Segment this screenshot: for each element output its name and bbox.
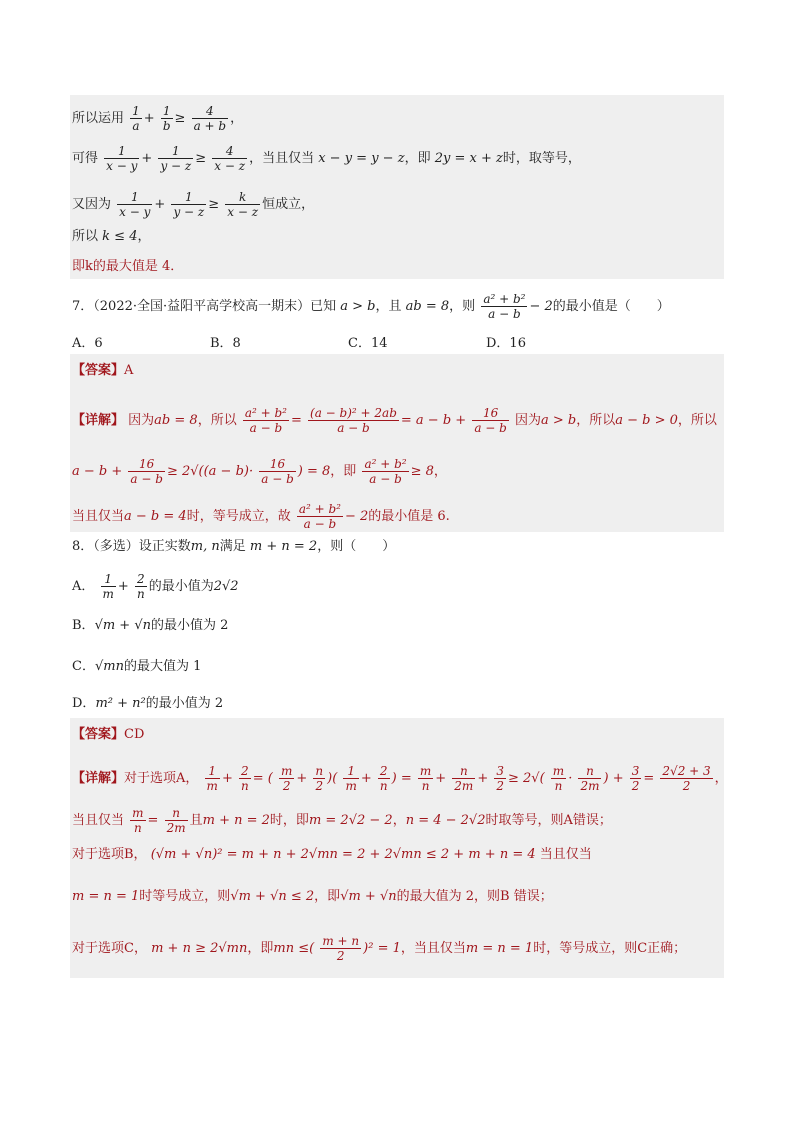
text: ，即 xyxy=(330,464,357,479)
math: m + n ≥ 2√mn xyxy=(151,941,248,956)
fraction: $\frac{3}{2}$ xyxy=(631,764,640,793)
math: m, n xyxy=(190,539,220,554)
text: 时，等号成立，故 xyxy=(186,509,291,524)
text: 的最小值是 6. xyxy=(368,509,450,524)
answer-value: CD xyxy=(124,727,145,742)
fraction: $\frac{4}{x - z}$ xyxy=(214,144,246,173)
text: 所以运用 xyxy=(72,111,125,126)
math: m = n = 1 xyxy=(72,889,140,904)
text: D． xyxy=(72,696,96,711)
text: 的最小值为 2 xyxy=(151,618,229,633)
math: a > b xyxy=(541,413,577,428)
b1-line-2: 可得 $\frac{1}{x - y}$ + $\frac{1}{y - z}$ ≥ $\frac{4}{x - z}$ ，当且仅当 x − y = y − z，即 2y = x + z时，取等号， xyxy=(72,144,581,173)
fraction: $\frac{4}{a + b}$ xyxy=(193,104,227,133)
text: C． xyxy=(72,659,95,674)
text: ，所以 xyxy=(197,413,237,428)
math: ab = 8 xyxy=(405,299,450,314)
math: √m + √n ≤ 2 xyxy=(230,889,315,904)
q7-option-a: A．6 xyxy=(72,336,103,351)
q7-option-b: B．8 xyxy=(210,336,241,351)
fraction: $\frac{\text{(a − b)² + 2ab}}{a - b}$ xyxy=(310,406,397,435)
fraction: $\frac{m + n}{2}$ xyxy=(322,934,360,963)
q8-option-a: A． $\frac{1}{m}$ + $\frac{2}{n}$ 的最小值为2√2 xyxy=(72,572,239,601)
q8-answer xyxy=(72,726,144,744)
text: 且 xyxy=(189,813,203,828)
text: 时，取等号， xyxy=(502,151,581,166)
math: k ≤ 4 xyxy=(102,229,138,244)
fraction: $\frac{n}{2m}$ xyxy=(580,764,600,793)
fraction: $\frac{\text{a² + b²}}{a - b}$ xyxy=(298,502,341,531)
math: m = 2√2 − 2 xyxy=(308,813,393,828)
text: 因为 xyxy=(128,413,155,428)
text: 满足 xyxy=(219,539,246,554)
math: a − b > 0 xyxy=(615,413,678,428)
text: 的最小值为 2 xyxy=(145,696,224,711)
fraction: $\frac{16}{a - b}$ xyxy=(130,457,163,486)
fraction: $\frac{2}{n}$ xyxy=(136,572,145,601)
text: ，且 xyxy=(375,299,402,314)
fraction: $\frac{1}{y - z}$ xyxy=(160,144,192,173)
text: 当且仅当 xyxy=(539,847,592,862)
text: ， xyxy=(433,464,447,479)
text: ，即 xyxy=(247,941,274,956)
fraction: $\frac{1}{a}$ xyxy=(132,104,140,133)
text: 时，等号成立，则C正确； xyxy=(533,941,687,956)
text: ，则（ ） xyxy=(317,539,396,554)
text: ，即 xyxy=(404,151,431,166)
q7-answer xyxy=(72,362,133,380)
q7-detail-1: 【详解】 因为ab = 8，所以 $\frac{\text{a² + b²}}{a - b}$ = $\frac{\text{(a − b)² + 2ab}}{a - b}$ = a − b + $\frac{16}{a - b}$ 因为a > b，所以a − b > 0，所以 xyxy=(72,406,717,435)
b1-line-4 xyxy=(72,228,150,246)
text: 的最大值为 2，则B 错误； xyxy=(396,889,553,904)
math: √m + √n xyxy=(340,889,397,904)
text: ，当且仅当 xyxy=(249,151,315,166)
text: 的最小值是（ ） xyxy=(552,299,670,314)
text: ，所以 xyxy=(576,413,616,428)
fraction: $\frac{2√2 + 3}{2}$ xyxy=(662,764,711,793)
text: ，所以 xyxy=(677,413,717,428)
text: 当且仅当 xyxy=(72,813,125,828)
text: ，即 xyxy=(314,889,341,904)
text: ，则 xyxy=(449,299,476,314)
text: 时取等号，则A错误； xyxy=(485,813,612,828)
q8-option-b: B．√m + √n的最小值为 2 xyxy=(72,618,229,633)
fraction: $\frac{1}{m}$ xyxy=(206,764,218,793)
fraction: $\frac{2}{n}$ xyxy=(240,764,249,793)
fraction: $\frac{m}{n}$ xyxy=(552,764,565,793)
q7-stem: 7．（2022·全国·益阳平高学校高一期末）已知 a > b，且 ab = 8，则 $\frac{\text{a² + b²}}{a - b}$ − 2的最小值是（ ） xyxy=(72,292,670,321)
answer-value: A xyxy=(124,363,134,378)
math: a − b = 4 xyxy=(124,509,187,524)
text: 当且仅当 xyxy=(72,509,125,524)
math: m + n = 2 xyxy=(249,539,318,554)
text: 对于选项C， xyxy=(72,941,147,956)
math: m = n = 1 xyxy=(465,941,534,956)
fraction: $\frac{k}{x - z}$ xyxy=(227,190,259,219)
answer-tag: 【答案】 xyxy=(72,363,125,378)
q8-detail-c1: 对于选项C， m + n ≥ 2√mn，即mn ≤( $\frac{m + n}{2}$ )² = 1，当且仅当m = n = 1时，等号成立，则C正确； xyxy=(72,934,687,963)
text: 因为 xyxy=(514,413,541,428)
text: 恒成立， xyxy=(262,197,315,212)
answer-tag: 【答案】 xyxy=(72,727,125,742)
b1-line-1: 所以运用 $\frac{1}{a}$ + $\frac{1}{b}$ ≥ $\frac{4}{a + b}$ ， xyxy=(72,104,244,133)
text: 的最小值为 xyxy=(148,579,214,594)
fraction: $\frac{1}{b}$ xyxy=(162,104,171,133)
q8-option-c: C．√mn的最大值为 1 xyxy=(72,659,202,674)
text: 的最大值为 1 xyxy=(123,659,202,674)
math: ≥ 8 xyxy=(410,464,434,479)
math: mn ≤ xyxy=(273,941,310,956)
detail-tag: 【详解】 xyxy=(72,413,125,428)
q8-detail-a1: 【详解】对于选项A， $\frac{1}{m}$ + $\frac{2}{n}$ = ( $\frac{m}{2}$ + $\frac{n}{2}$ )( $\frac{1}{m}$ + $\frac{2}{n}$ ) = $\frac{m}{n}$ + $\frac{n}{2m}$ + $\frac{3}{2}$ ≥ 2√( $\frac{m}{n}$ · $\frac{n}{2m}$ ) + $\frac{3}{2}$ = $\frac{2√2 + 3}{2}$ ， xyxy=(72,764,728,793)
math: a > b xyxy=(340,299,376,314)
conclusion-text: 即k的最大值是 4． xyxy=(72,259,184,274)
fraction: $\frac{1}{x - y}$ xyxy=(106,144,138,173)
fraction: $\frac{m}{n}$ xyxy=(132,806,144,835)
math: 2y = x + z xyxy=(434,151,503,166)
text: A． xyxy=(72,579,95,594)
b1-line-3: 又因为 $\frac{1}{x - y}$ + $\frac{1}{y - z}$ ≥ $\frac{k}{x - z}$ 恒成立， xyxy=(72,190,315,219)
q7-detail-3: 当且仅当a − b = 4时，等号成立，故 $\frac{\text{a² + b²}}{a - b}$ − 2的最小值是 6. xyxy=(72,502,450,531)
math: = 1 xyxy=(377,941,401,956)
q8-option-d: D．m² + n²的最小值为 2 xyxy=(72,696,224,711)
text: 对于选项B， xyxy=(72,847,147,862)
fraction: $\frac{n}{2m}$ xyxy=(454,764,474,793)
math: 2√2 xyxy=(213,579,239,594)
detail-tag: 【详解】 xyxy=(72,771,125,786)
q8-stem xyxy=(72,538,395,556)
text: ，当且仅当 xyxy=(400,941,466,956)
math: n = 4 − 2√2 xyxy=(405,813,486,828)
fraction: $\frac{\text{a² + b²}}{a - b}$ xyxy=(244,406,287,435)
text: ， xyxy=(137,229,151,244)
text: 时，即 xyxy=(269,813,309,828)
text: 8．（多选）设正实数 xyxy=(72,539,191,554)
q8-detail-a2: 当且仅当 $\frac{m}{n}$ = $\frac{n}{2m}$ 且m + n = 2时，即m = 2√2 − 2，n = 4 − 2√2时取等号，则A错误； xyxy=(72,806,612,835)
fraction: $\frac{1}{x - y}$ xyxy=(119,190,151,219)
text: B． xyxy=(72,618,95,633)
text: 可得 xyxy=(72,151,99,166)
fraction: $\frac{\text{a² + b²}}{a - b}$ xyxy=(483,292,526,321)
text: 又因为 xyxy=(72,197,112,212)
q7-option-c: C．14 xyxy=(348,336,388,351)
q8-detail-b2 xyxy=(72,888,553,906)
text: 对于选项A， xyxy=(124,771,199,786)
math: (√m + √n)² = m + n + 2√mn = 2 + 2√mn ≤ 2 + m + n = 4 xyxy=(150,847,536,862)
fraction: $\frac{m}{2}$ xyxy=(280,764,293,793)
fraction: $\frac{n}{2m}$ xyxy=(166,806,186,835)
b1-line-5 xyxy=(72,258,183,276)
text: ， xyxy=(392,813,406,828)
math: ab = 8 xyxy=(154,413,198,428)
q8-detail-b1 xyxy=(72,846,592,864)
fraction: $\frac{16}{a - b}$ xyxy=(474,406,507,435)
fraction: $\frac{16}{a - b}$ xyxy=(261,457,294,486)
q7-option-d: D．16 xyxy=(486,336,526,351)
math: x − y = y − z xyxy=(318,151,405,166)
q7-detail-2: a − b + $\frac{16}{a - b}$ ≥ 2√((a − b)· $\frac{16}{a - b}$ ) = 8，即 $\frac{\text{a² + b²}}{a - b}$ ≥ 8， xyxy=(72,457,447,486)
math: m + n = 2 xyxy=(202,813,270,828)
fraction: $\frac{\text{a² + b²}}{a - b}$ xyxy=(364,457,407,486)
fraction: $\frac{m}{n}$ xyxy=(419,764,432,793)
fraction: $\frac{1}{y - z}$ xyxy=(173,190,205,219)
fraction: $\frac{1}{m}$ xyxy=(345,764,357,793)
fraction: $\frac{1}{m}$ xyxy=(102,572,114,601)
text: 所以 xyxy=(72,229,99,244)
text: 时等号成立，则 xyxy=(139,889,231,904)
fraction: $\frac{n}{2}$ xyxy=(315,764,324,793)
fraction: $\frac{2}{n}$ xyxy=(379,764,388,793)
text: 7．（2022·全国·益阳平高学校高一期末）已知 xyxy=(72,299,337,314)
fraction: $\frac{3}{2}$ xyxy=(496,764,504,793)
